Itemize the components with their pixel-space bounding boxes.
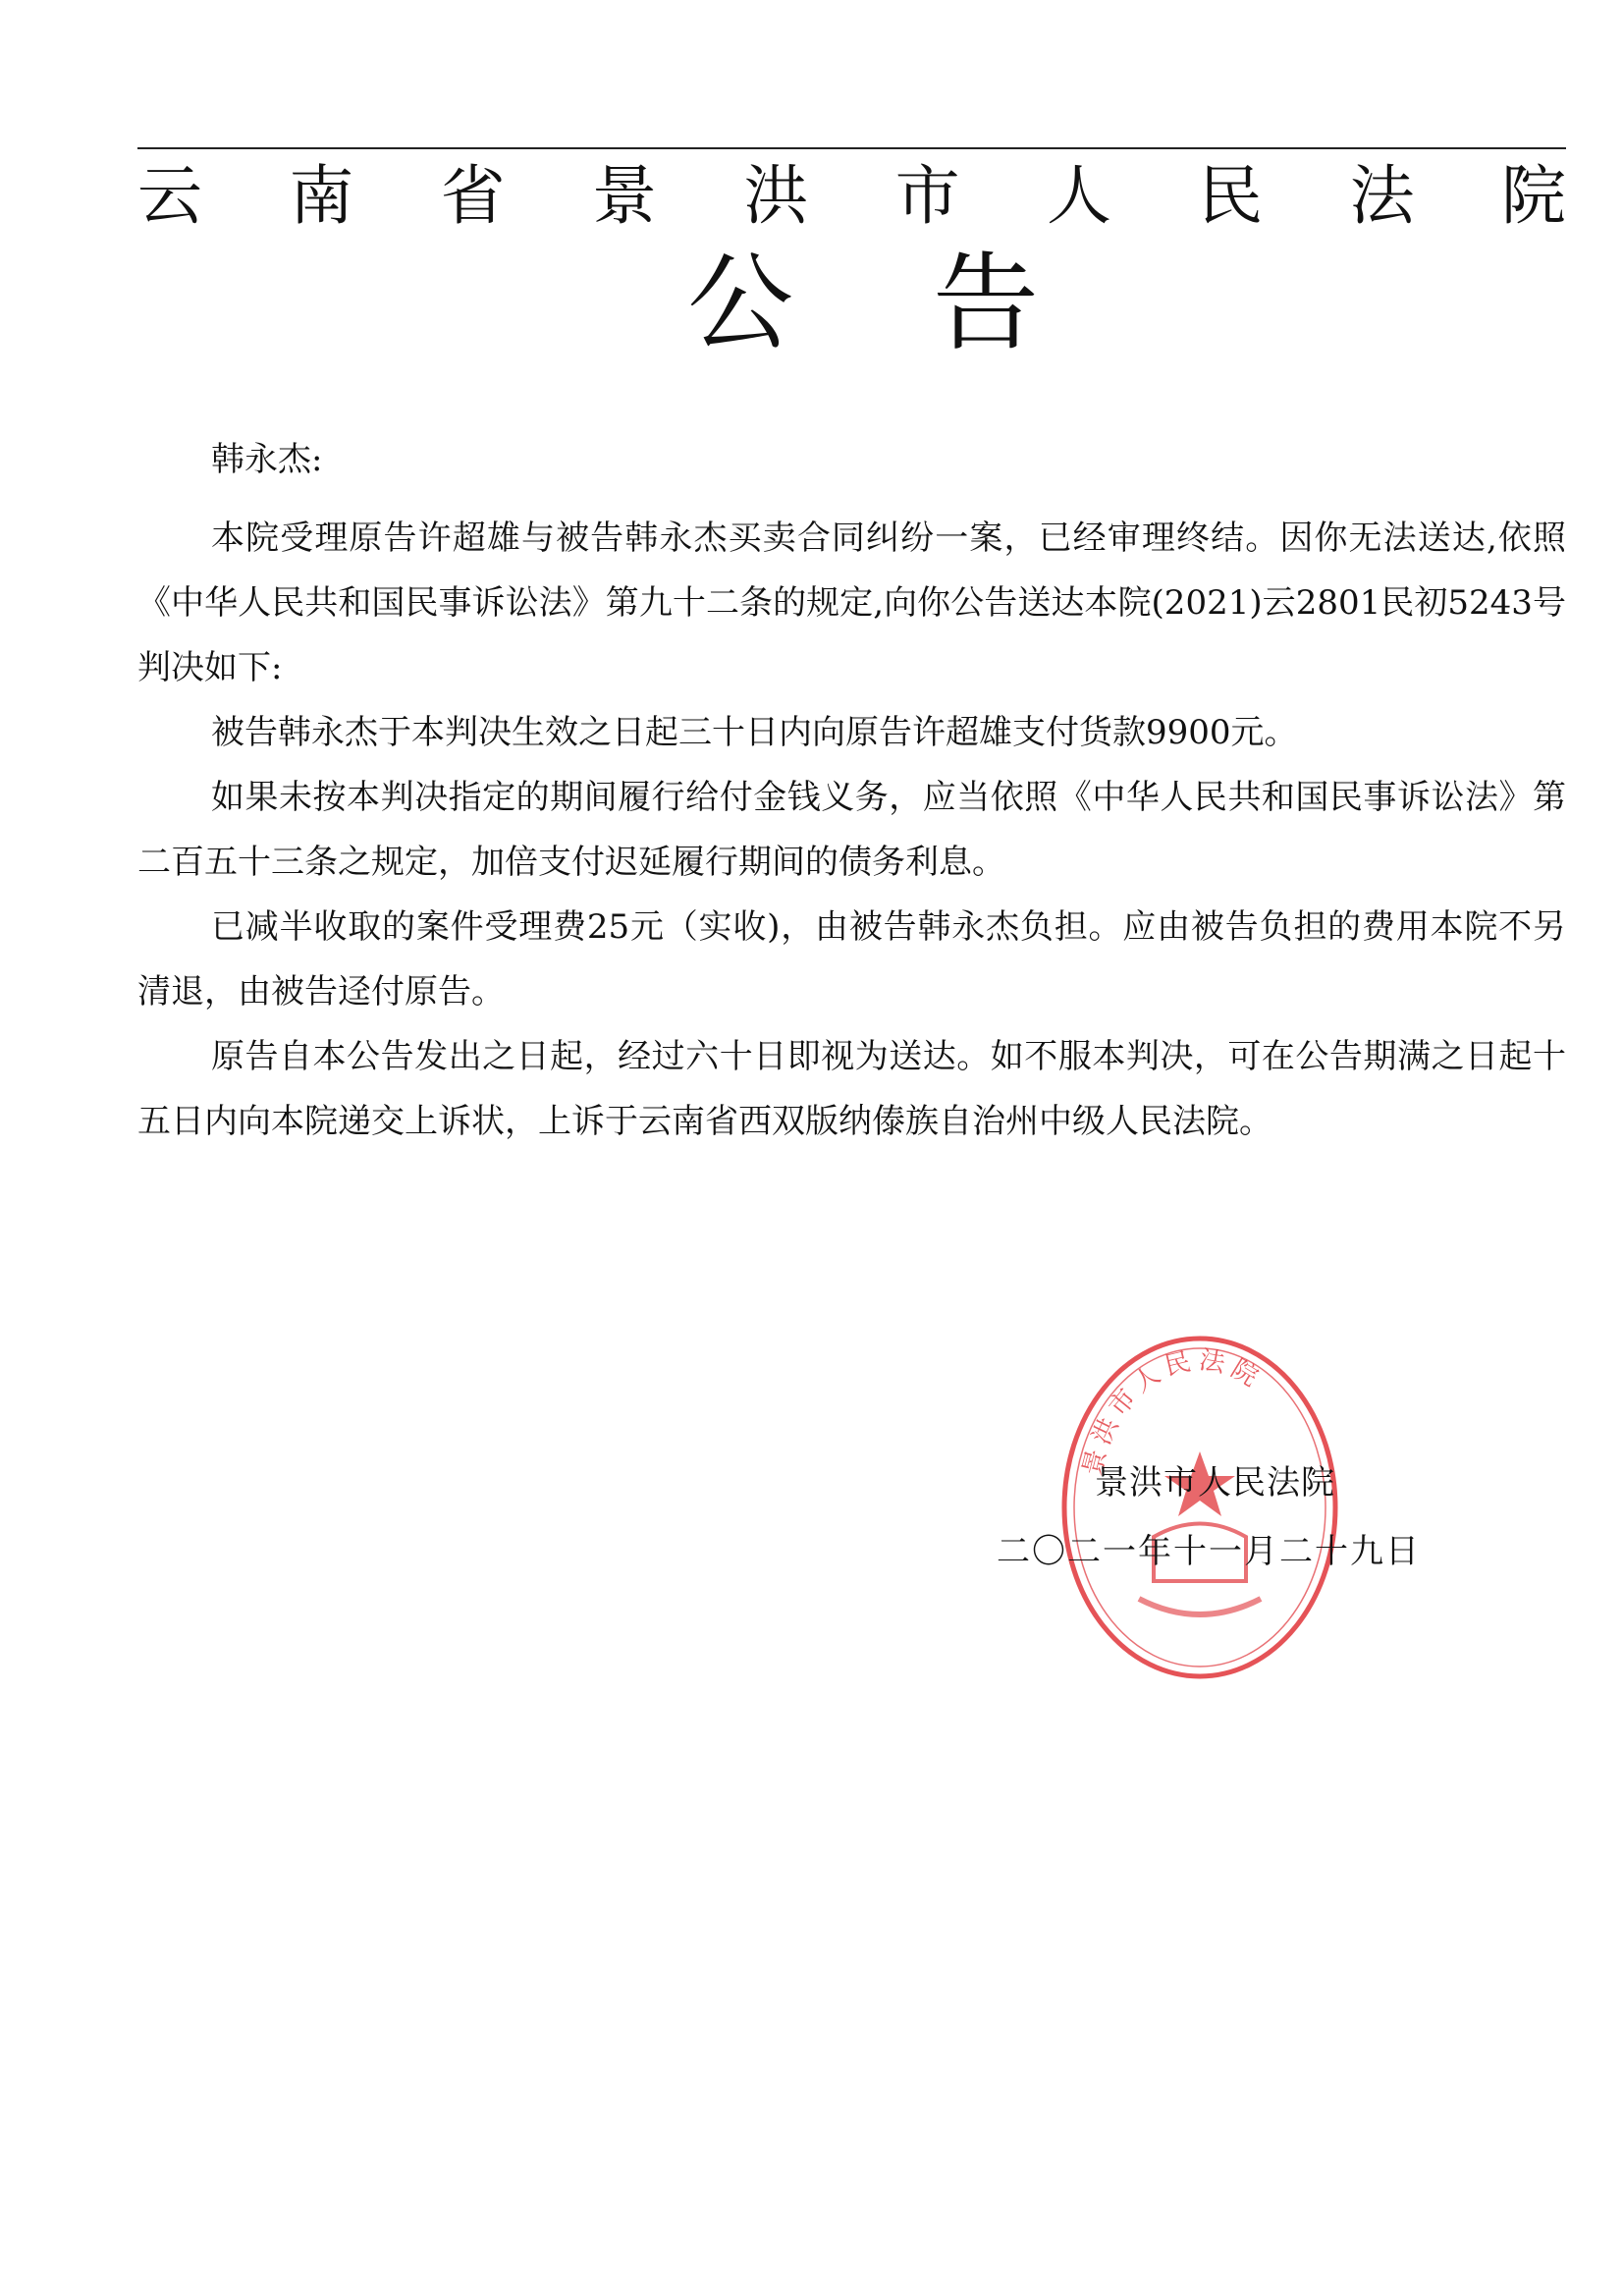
court-name-char: 民: [1198, 158, 1264, 234]
body-paragraph: 被告韩永杰于本判决生效之日起三十日内向原告许超雄支付货款9900元。: [211, 713, 1298, 752]
court-name-char: 云: [137, 158, 202, 234]
header-rule: [137, 147, 1566, 149]
body-paragraph: 本院受理原告许超雄与被告韩永杰买卖合同纠纷一案，已经审理终结。因你无法送达,依照《中华人民共和国民事诉讼法》第九十二条的规定,向你公告送达本院(2021)云2801民初5243号判决如下:: [137, 519, 1566, 687]
court-name-header: [137, 157, 1566, 236]
body-paragraph: 原告自本公告发出之日起，经过六十日即视为送达。如不服本判决，可在公告期满之日起十五日内向本院递交上诉状，上诉于云南省西双版纳傣族自治州中级人民法院。: [137, 1037, 1566, 1141]
title-char: 公: [687, 243, 794, 365]
court-seal-stamp: [1060, 1336, 1340, 1679]
court-name-char: 院: [1500, 158, 1566, 234]
court-name-char: 市: [894, 158, 960, 234]
title-char: 告: [933, 243, 1040, 365]
court-name-char: 法: [1349, 158, 1415, 234]
signature-court-name: 景洪市人民法院: [1095, 1463, 1335, 1503]
notice-body: [137, 506, 1566, 1154]
court-name-char: 人: [1046, 158, 1111, 234]
court-name-char: 洪: [743, 158, 809, 234]
court-name-char: 南: [289, 158, 354, 234]
court-name-char: 景: [591, 158, 657, 234]
notice-title: [0, 243, 1623, 365]
body-paragraph: 如果未按本判决指定的期间履行给付金钱义务，应当依照《中华人民共和国民事诉讼法》第二百五十三条之规定，加倍支付迟延履行期间的债务利息。: [137, 778, 1566, 882]
addressee: 韩永杰:: [211, 440, 323, 479]
signature-date: 二〇二一年十一月二十九日: [997, 1532, 1421, 1571]
court-name-char: 省: [440, 158, 506, 234]
seal-arc-text: 景洪市人民法院: [1077, 1345, 1269, 1479]
body-paragraph: 已减半收取的案件受理费25元（实收)，由被告韩永杰负担。应由被告负担的费用本院不另清退，由被告迳付原告。: [137, 907, 1566, 1011]
